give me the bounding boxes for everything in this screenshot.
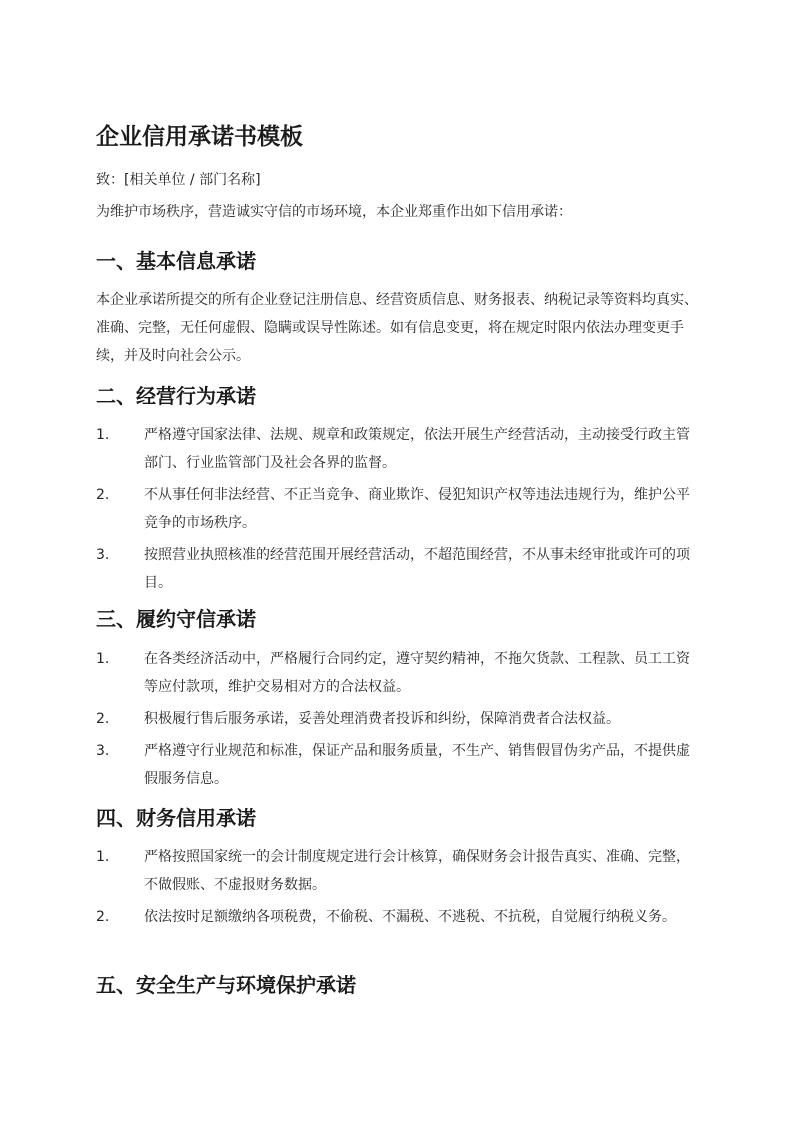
list-number: 1.: [96, 849, 110, 865]
list-text: 依法按时足额缴纳各项税费，不偷税、不漏税、不逃税、不抗税，自觉履行纳税义务。: [144, 909, 676, 925]
list-text: 严格遵守行业规范和标准，保证产品和服务质量，不生产、销售假冒伪劣产品，不提供虚假服务信息。: [144, 743, 690, 787]
list-item: [96, 903, 702, 931]
list-item: [96, 421, 702, 477]
list-item: [96, 705, 702, 733]
list-text: 按照营业执照核准的经营范围开展经营活动，不超范围经营，不从事未经审批或许可的项目。: [144, 547, 690, 591]
list-text: 不从事任何非法经营、不正当竞争、商业欺诈、侵犯知识产权等违法违规行为，维护公平竞争的市场秩序。: [144, 487, 690, 531]
section-heading-basic-info: 一、基本信息承诺: [96, 249, 256, 273]
intro-paragraph: 为维护市场秩序，营造诚实守信的市场环境，本企业郑重作出如下信用承诺：: [96, 204, 572, 220]
list-number: 3.: [96, 547, 110, 563]
list-number: 2.: [96, 909, 110, 925]
list-item: [96, 541, 702, 597]
financial-credit-list: [96, 843, 702, 931]
section-heading-safety-environment: 五、安全生产与环境保护承诺: [96, 973, 356, 997]
recipient-line: 致：[相关单位 / 部门名称]: [96, 172, 261, 188]
list-text: 积极履行售后服务承诺，妥善处理消费者投诉和纠纷，保障消费者合法权益。: [144, 711, 620, 727]
list-item: [96, 481, 702, 537]
list-item: [96, 645, 702, 701]
list-text: 严格遵守国家法律、法规、规章和政策规定，依法开展生产经营活动，主动接受行政主管部门、行业监管部门及社会各界的监督。: [144, 427, 690, 471]
list-number: 1.: [96, 651, 110, 667]
list-number: 2.: [96, 487, 110, 503]
section-heading-business-conduct: 二、经营行为承诺: [96, 384, 256, 408]
list-number: 1.: [96, 427, 110, 443]
list-text: 严格按照国家统一的会计制度规定进行会计核算，确保财务会计报告真实、准确、完整，不做假账、不虚报财务数据。: [144, 849, 690, 893]
section-heading-financial-credit: 四、财务信用承诺: [96, 806, 256, 830]
list-number: 3.: [96, 743, 110, 759]
list-text: 在各类经济活动中，严格履行合同约定，遵守契约精神，不拖欠货款、工程款、员工工资等应付款项，维护交易相对方的合法权益。: [144, 651, 690, 695]
list-item: [96, 737, 702, 793]
section-paragraph-basic-info: 本企业承诺所提交的所有企业登记注册信息、经营资质信息、财务报表、纳税记录等资料均真实、准确、完整，无任何虚假、隐瞒或误导性陈述。如有信息变更，将在规定时限内依法办理变更手续，并及时向社会公示。: [96, 292, 698, 364]
business-conduct-list: [96, 421, 702, 597]
contract-performance-list: [96, 645, 702, 793]
list-number: 2.: [96, 711, 110, 727]
list-item: [96, 843, 702, 899]
document-title: 企业信用承诺书模板: [96, 124, 303, 150]
section-heading-contract-performance: 三、履约守信承诺: [96, 607, 256, 631]
